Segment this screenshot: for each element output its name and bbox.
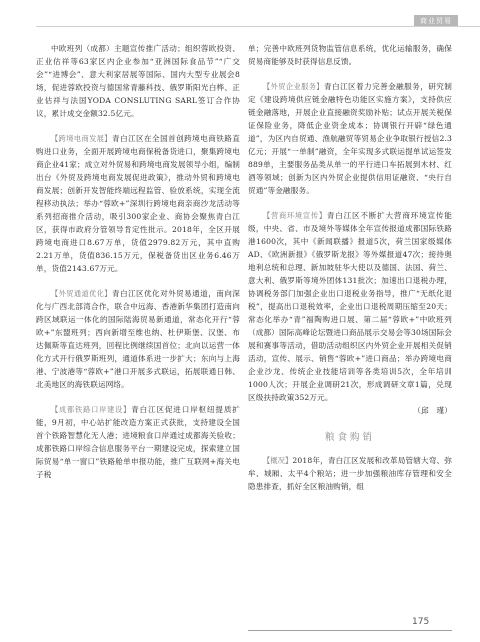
section-tag: 【成都铁路口岸建设】 xyxy=(51,405,132,414)
left-column xyxy=(36,42,240,481)
section-heading: 粮食购销 xyxy=(324,432,375,443)
paragraph-text: 青白江区优化对外贸易通道，南向深化与广西北部湾合作，联合中远海、香港新华集团打造南向跨区域联运一体化的国际陆海贸易新通道，常态化开行“蓉欧+”东盟班列；西向新增至维也纳、杜伊斯堡、汉堡、布达佩斯等直达班列，回程比例继续国首位；北向以运营一体化方式开行俄罗斯班列，通道体系进一步扩大；东向与上海港、宁波港等“蓉欧+”港口开展多式联运，拓展联通日韩、北美地区的海铁联运网络。 xyxy=(36,289,241,389)
header-section-title: 商业贸易 xyxy=(414,15,458,27)
paragraph xyxy=(36,403,240,481)
section-tag: 【外贸通道优化】 xyxy=(51,289,112,298)
footer-rule xyxy=(248,630,452,631)
section-tag: 【跨境电商发展】 xyxy=(51,134,112,143)
section-tag: 【外贸企业服务】 xyxy=(263,82,324,91)
section-tag: 【概况】 xyxy=(263,456,293,465)
paragraph xyxy=(248,80,452,197)
paragraph xyxy=(36,287,240,391)
page-number: 175 xyxy=(412,617,430,627)
section-tag: 【营商环境宣传】 xyxy=(263,211,327,220)
right-column xyxy=(248,42,452,493)
paragraph-text: 2018年，青白江区发展和改革局管辖大弯、弥牟、城厢、太平4个粮站；进一步加强粮油库存管理和安全隐患排查，抓好全区粮油购销，组 xyxy=(248,456,453,491)
paragraph-text: 青白江区不断扩大营商环境宣传能级，中央、省、市及境外等媒体全年宣传报道成都国际铁路港1600次，其中《新闻联播》报道5次，荷兰国家级媒体AD、《欧洲新报》《俄罗斯龙报》等外媒报道47次；接待奥地利总统和总理、新加坡驻华大使以及德国、法国、荷兰、意大利、俄罗斯等境外团体131批次；加速出口退税办理，协调税务部门加强企业出口退税业务指导，推广“无纸化退税”，提高出口退税效率，企业出口退税周期压缩至20天；常态化举办“青”福陶购进口展、第二届“蓉欧+”中欧班列（成都）国际高峰论坛暨进口商品展示交易会等30场国际会展和赛事等活动，借助活动组织区内外贸企业开展相关促销活动，宣传、展示、销售“蓉欧+”进口商品；举办跨境电商企业沙龙、传统企业技能培训等各类培训5次，全年培训1000人次；开展企业调研21次，形成调研文章1篇，兑现区级扶持政策352万元。 xyxy=(248,211,452,402)
paragraph xyxy=(36,132,240,275)
paragraph xyxy=(248,454,452,493)
paragraph-text: 青白江区促进口岸枢纽提质扩能，9月初，中心站扩能改造方案正式获批，支持建设全国首个铁路智慧化无人港；进境粮食口岸通过成都海关验收；成都铁路口岸综合信息服务平台一期建设完成，探索建立国际贸易“单一窗口”铁路舱单申报功能，推广互联网+海关电子税 xyxy=(36,405,240,479)
header-rule xyxy=(36,26,480,27)
paragraph: 中欧班列（成都）主题宣传推广活动；组织蓉欧投资、正业估祥等63家区内企业参加“亚洲国际食品节”“广交会”“进博会”、意大利家居展等国际、国内大型专业展会8场，促进蓉欧投资与德国常青藤科技、俄罗斯阳光白桦、正业估祥与法国YODA CONSLUTING SARL签订合作协议，累计成交金额32.5亿元。 xyxy=(36,44,240,118)
paragraph-text: 青白江区着力完善金融服务，研究制定《建设跨境供应链金融特色功能区实施方案》，支持供应链金融落地，开展企业直接融资奖励补贴；试点开展关税保证保险业务，降低企业资金成本；协调银行开辟“绿色通道”，为区内自贸通、渔航融贸等贸易企业争取银行授信2.3亿元；开展“一单制”融资，全年实现多式联运提单试运签发889单，主要服务品类从单一的平行进口车拓展到木材、红酒等领域；创新为区内外贸企业提供信用证融资、“央行自贸通”等金融服务。 xyxy=(248,82,453,195)
author-signature: （邱 瑾） xyxy=(413,406,452,415)
paragraph xyxy=(248,209,452,404)
paragraph: 单；完善中欧班列货物监管信息系统，优化运输服务，确保贸易商能够及时获得信息反馈。 xyxy=(248,44,452,66)
paragraph-text: 青白江区在全国首创跨境电商铁路直购进口业务，全面开展跨境电商保税备货进口，聚集跨境电商企业41家；成立对外贸易和跨境电商发展领导小组，编制出台《外贸及跨境电商发展促进政策》，推动外贸和跨境电商发展；创新开发智能终端远程监管、验放系统，实现全流程移动执法；举办“蓉欧+”深圳行跨境电商亲商沙龙活动等系列招商推介活动，吸引300家企业、商协会聚焦青白江区，获得市政府分管领导肯定性批示。2018年，全区开展跨境电商进口8.67万单，货值2979.82万元，其中直购2.21万单，货值836.15万元，保税备货出区业务6.46万单，货值2143.67万元。 xyxy=(36,134,241,273)
page-header xyxy=(0,0,480,30)
